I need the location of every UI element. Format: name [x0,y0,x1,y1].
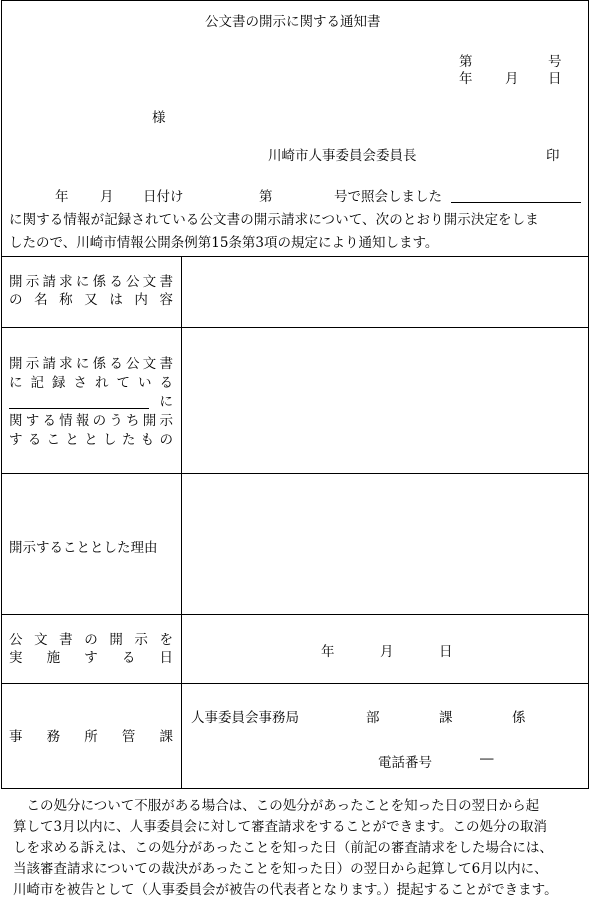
row2-label-line4: 関する情報のうち開示 [9,413,173,429]
row4-label-line1: 公文書の開示を [9,632,173,648]
row1-label-line1: 開示請求に係る公文書 [9,274,173,290]
row-divider-2 [1,473,589,474]
row-divider-1 [1,327,589,328]
phone-label: 電話番号 [378,755,432,771]
row2-suffix: に [159,394,173,410]
office-ka: 課 [439,710,453,726]
doc-number-dai: 第 [459,54,473,70]
doc-date-day: 日 [548,71,562,87]
row4-label-line2: 実施する日 [9,650,173,666]
column-divider [181,256,182,789]
notice-line: 算して3月以内に、人事委員会に対して審査請求をすることができます。この処分の取消 [13,819,548,835]
intro-dai: 第 [259,189,273,205]
office-name: 人事委員会事務局 [191,710,299,726]
implement-year: 年 [321,644,335,660]
appeal-notice [13,796,581,901]
notice-line: 川崎市を被告として（人事委員会が被告の代表者となります。）提起することができます。 [13,882,558,898]
row2-label-line3 [9,393,173,412]
office-bu: 部 [366,710,380,726]
row2-label-line1: 開示請求に係る公文書 [9,356,173,372]
row4-label [9,631,173,667]
document-title: 公文書の開示に関する通知書 [205,14,381,30]
row2-label [9,355,173,450]
intro-go-inquiry: 号で照会しました [334,189,442,205]
row2-label-line5: することとしたもの [9,432,173,448]
office-kakari: 係 [512,710,526,726]
notice-line: この処分について不服がある場合は、この処分があったことを知った日の翌日から起 [13,798,540,814]
notice-line: しを求める訴えは、この処分があったことを知った日（前記の審査請求をした場合には、 [13,840,553,856]
issuer-name: 川崎市人事委員会委員長 [268,148,417,164]
implement-day: 日 [439,644,453,660]
addressee-honorific: 様 [152,110,166,126]
intro-line-2: に関する情報が記録されている公文書の開示請求について、次のとおり開示決定をしま [9,212,539,228]
row-divider-3 [1,614,589,615]
row5-label [9,728,173,746]
row3-label: 開示することとした理由 [9,540,158,556]
phone-dash: ― [480,751,494,767]
row5-label-text: 事務所管課 [9,729,173,745]
notice-line: 当該審査請求についての裁決があったことを知った日）の翌日から起算して6月以内に、 [13,861,548,877]
row-divider-4 [1,683,589,684]
implement-month: 月 [380,644,394,660]
intro-month: 月 [100,189,114,205]
intro-year: 年 [55,189,69,205]
doc-date-month: 月 [505,71,519,87]
subject-blank [451,185,581,203]
doc-number-go: 号 [548,54,562,70]
seal-mark: 印 [546,148,560,164]
row1-label-line2: の名称又は内容 [9,292,173,308]
table-top-border [1,256,589,257]
row2-blank [9,393,149,409]
intro-line-3: したので、川崎市情報公開条例第15条第3項の規定により通知します。 [9,235,439,251]
row1-label [9,273,173,309]
intro-day: 日付け [143,189,184,205]
doc-date-year: 年 [459,71,473,87]
row2-label-line2: に記録されている [9,375,173,391]
